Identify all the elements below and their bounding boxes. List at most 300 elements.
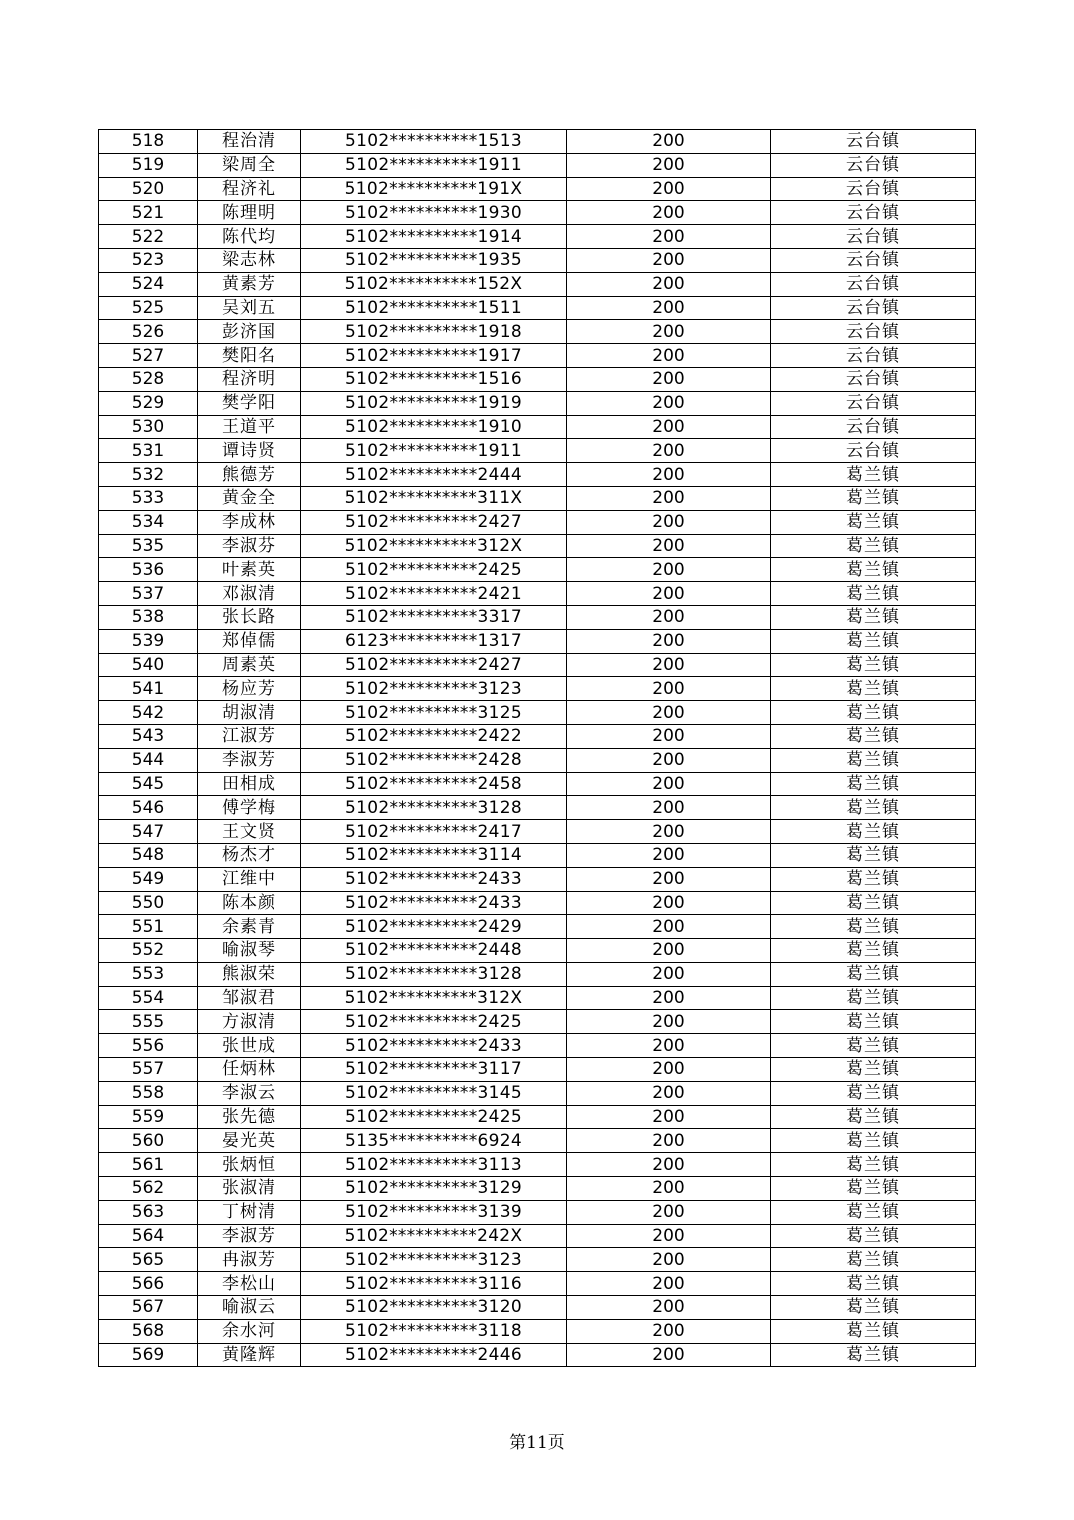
row-number-cell: 527 (99, 344, 198, 368)
town-cell: 葛兰镇 (771, 1200, 976, 1224)
amount-cell: 200 (567, 367, 771, 391)
town-cell: 云台镇 (771, 130, 976, 154)
person-name-cell: 吴刘五 (198, 296, 301, 320)
id-number-cell: 5102**********1910 (301, 415, 567, 439)
person-name-cell: 张先德 (198, 1105, 301, 1129)
id-number-cell: 5102**********2427 (301, 653, 567, 677)
person-name-cell: 邓淑清 (198, 582, 301, 606)
town-cell: 葛兰镇 (771, 820, 976, 844)
row-number-cell: 525 (99, 296, 198, 320)
row-number-cell: 562 (99, 1177, 198, 1201)
table-row (99, 939, 976, 963)
row-number-cell: 529 (99, 391, 198, 415)
person-name-cell: 张世成 (198, 1034, 301, 1058)
row-number-cell: 557 (99, 1058, 198, 1082)
person-name-cell: 李成林 (198, 510, 301, 534)
person-name-cell: 陈代均 (198, 225, 301, 249)
person-name-cell: 喻淑云 (198, 1296, 301, 1320)
id-number-cell: 5102**********3113 (301, 1153, 567, 1177)
row-number-cell: 568 (99, 1319, 198, 1343)
amount-cell: 200 (567, 1010, 771, 1034)
amount-cell: 200 (567, 986, 771, 1010)
amount-cell: 200 (567, 748, 771, 772)
table-row (99, 1224, 976, 1248)
amount-cell: 200 (567, 463, 771, 487)
id-number-cell: 5102**********2433 (301, 867, 567, 891)
town-cell: 葛兰镇 (771, 534, 976, 558)
amount-cell: 200 (567, 153, 771, 177)
person-name-cell: 李淑云 (198, 1081, 301, 1105)
town-cell: 葛兰镇 (771, 558, 976, 582)
amount-cell: 200 (567, 1272, 771, 1296)
person-name-cell: 王道平 (198, 415, 301, 439)
row-number-cell: 553 (99, 962, 198, 986)
id-number-cell: 5102**********2429 (301, 915, 567, 939)
amount-cell: 200 (567, 582, 771, 606)
person-name-cell: 陈理明 (198, 201, 301, 225)
table-row (99, 1129, 976, 1153)
town-cell: 葛兰镇 (771, 629, 976, 653)
person-name-cell: 熊德芳 (198, 463, 301, 487)
table-row (99, 867, 976, 891)
id-number-cell: 5102**********1911 (301, 153, 567, 177)
table-row (99, 225, 976, 249)
table-row (99, 1105, 976, 1129)
amount-cell: 200 (567, 1319, 771, 1343)
town-cell: 葛兰镇 (771, 772, 976, 796)
id-number-cell: 5102**********2425 (301, 558, 567, 582)
table-row (99, 1153, 976, 1177)
town-cell: 葛兰镇 (771, 1153, 976, 1177)
id-number-cell: 5102**********1917 (301, 344, 567, 368)
amount-cell: 200 (567, 391, 771, 415)
person-name-cell: 梁志林 (198, 248, 301, 272)
row-number-cell: 521 (99, 201, 198, 225)
row-number-cell: 560 (99, 1129, 198, 1153)
row-number-cell: 522 (99, 225, 198, 249)
person-name-cell: 张长路 (198, 605, 301, 629)
table-row (99, 605, 976, 629)
person-name-cell: 梁周全 (198, 153, 301, 177)
person-name-cell: 程济礼 (198, 177, 301, 201)
table-row (99, 1177, 976, 1201)
person-name-cell: 江淑芳 (198, 724, 301, 748)
row-number-cell: 538 (99, 605, 198, 629)
row-number-cell: 532 (99, 463, 198, 487)
table-row (99, 415, 976, 439)
row-number-cell: 556 (99, 1034, 198, 1058)
person-name-cell: 方淑清 (198, 1010, 301, 1034)
town-cell: 葛兰镇 (771, 867, 976, 891)
amount-cell: 200 (567, 653, 771, 677)
table-row (99, 796, 976, 820)
amount-cell: 200 (567, 1177, 771, 1201)
town-cell: 葛兰镇 (771, 724, 976, 748)
person-name-cell: 杨应芳 (198, 677, 301, 701)
town-cell: 葛兰镇 (771, 962, 976, 986)
town-cell: 云台镇 (771, 296, 976, 320)
person-name-cell: 喻淑琴 (198, 939, 301, 963)
id-number-cell: 5102**********2428 (301, 748, 567, 772)
id-number-cell: 5102**********3125 (301, 701, 567, 725)
id-number-cell: 5102**********3114 (301, 843, 567, 867)
row-number-cell: 528 (99, 367, 198, 391)
table-row (99, 962, 976, 986)
amount-cell: 200 (567, 344, 771, 368)
amount-cell: 200 (567, 248, 771, 272)
amount-cell: 200 (567, 891, 771, 915)
town-cell: 云台镇 (771, 415, 976, 439)
town-cell: 云台镇 (771, 391, 976, 415)
amount-cell: 200 (567, 629, 771, 653)
person-name-cell: 叶素英 (198, 558, 301, 582)
person-name-cell: 黄素芳 (198, 272, 301, 296)
table-row (99, 843, 976, 867)
row-number-cell: 546 (99, 796, 198, 820)
row-number-cell: 541 (99, 677, 198, 701)
row-number-cell: 533 (99, 486, 198, 510)
person-name-cell: 黄金全 (198, 486, 301, 510)
id-number-cell: 5102**********1911 (301, 439, 567, 463)
row-number-cell: 548 (99, 843, 198, 867)
person-name-cell: 张淑清 (198, 1177, 301, 1201)
person-name-cell: 任炳林 (198, 1058, 301, 1082)
id-number-cell: 5102**********3118 (301, 1319, 567, 1343)
id-number-cell: 5102**********1511 (301, 296, 567, 320)
person-name-cell: 彭济国 (198, 320, 301, 344)
amount-cell: 200 (567, 225, 771, 249)
table-row (99, 367, 976, 391)
row-number-cell: 524 (99, 272, 198, 296)
table-row (99, 201, 976, 225)
town-cell: 葛兰镇 (771, 1105, 976, 1129)
table-row (99, 1343, 976, 1367)
id-number-cell: 5102**********242X (301, 1224, 567, 1248)
row-number-cell: 558 (99, 1081, 198, 1105)
row-number-cell: 567 (99, 1296, 198, 1320)
town-cell: 葛兰镇 (771, 463, 976, 487)
row-number-cell: 561 (99, 1153, 198, 1177)
row-number-cell: 563 (99, 1200, 198, 1224)
amount-cell: 200 (567, 867, 771, 891)
row-number-cell: 555 (99, 1010, 198, 1034)
row-number-cell: 549 (99, 867, 198, 891)
person-name-cell: 邹淑君 (198, 986, 301, 1010)
amount-cell: 200 (567, 201, 771, 225)
town-cell: 云台镇 (771, 153, 976, 177)
amount-cell: 200 (567, 510, 771, 534)
id-number-cell: 5102**********2425 (301, 1105, 567, 1129)
id-number-cell: 5102**********2448 (301, 939, 567, 963)
id-number-cell: 5102**********3145 (301, 1081, 567, 1105)
row-number-cell: 564 (99, 1224, 198, 1248)
town-cell: 葛兰镇 (771, 653, 976, 677)
town-cell: 葛兰镇 (771, 1248, 976, 1272)
amount-cell: 200 (567, 820, 771, 844)
amount-cell: 200 (567, 1105, 771, 1129)
person-name-cell: 冉淑芳 (198, 1248, 301, 1272)
town-cell: 葛兰镇 (771, 939, 976, 963)
row-number-cell: 565 (99, 1248, 198, 1272)
town-cell: 葛兰镇 (771, 843, 976, 867)
amount-cell: 200 (567, 1081, 771, 1105)
id-number-cell: 5102**********311X (301, 486, 567, 510)
id-number-cell: 5102**********312X (301, 534, 567, 558)
town-cell: 葛兰镇 (771, 986, 976, 1010)
person-name-cell: 李淑芬 (198, 534, 301, 558)
town-cell: 葛兰镇 (771, 605, 976, 629)
town-cell: 葛兰镇 (771, 796, 976, 820)
person-name-cell: 王文贤 (198, 820, 301, 844)
id-number-cell: 5102**********1516 (301, 367, 567, 391)
row-number-cell: 520 (99, 177, 198, 201)
person-name-cell: 余水河 (198, 1319, 301, 1343)
amount-cell: 200 (567, 1153, 771, 1177)
table-row (99, 510, 976, 534)
town-cell: 葛兰镇 (771, 1296, 976, 1320)
amount-cell: 200 (567, 296, 771, 320)
amount-cell: 200 (567, 130, 771, 154)
town-cell: 葛兰镇 (771, 1010, 976, 1034)
table-row (99, 820, 976, 844)
row-number-cell: 523 (99, 248, 198, 272)
town-cell: 云台镇 (771, 177, 976, 201)
amount-cell: 200 (567, 486, 771, 510)
town-cell: 葛兰镇 (771, 1034, 976, 1058)
town-cell: 葛兰镇 (771, 1272, 976, 1296)
town-cell: 葛兰镇 (771, 1058, 976, 1082)
id-number-cell: 5102**********3123 (301, 677, 567, 701)
row-number-cell: 544 (99, 748, 198, 772)
row-number-cell: 566 (99, 1272, 198, 1296)
table-row (99, 891, 976, 915)
table-row (99, 534, 976, 558)
town-cell: 云台镇 (771, 225, 976, 249)
id-number-cell: 5102**********2444 (301, 463, 567, 487)
person-name-cell: 黄隆辉 (198, 1343, 301, 1367)
amount-cell: 200 (567, 677, 771, 701)
table-row (99, 653, 976, 677)
amount-cell: 200 (567, 796, 771, 820)
amount-cell: 200 (567, 915, 771, 939)
id-number-cell: 5102**********3129 (301, 1177, 567, 1201)
person-name-cell: 陈本颜 (198, 891, 301, 915)
person-name-cell: 樊阳名 (198, 344, 301, 368)
town-cell: 葛兰镇 (771, 1343, 976, 1367)
row-number-cell: 531 (99, 439, 198, 463)
row-number-cell: 547 (99, 820, 198, 844)
table-row (99, 486, 976, 510)
table-row (99, 1034, 976, 1058)
amount-cell: 200 (567, 415, 771, 439)
table-row (99, 724, 976, 748)
table-row (99, 130, 976, 154)
row-number-cell: 559 (99, 1105, 198, 1129)
id-number-cell: 5102**********3139 (301, 1200, 567, 1224)
id-number-cell: 5102**********3128 (301, 796, 567, 820)
town-cell: 云台镇 (771, 248, 976, 272)
table-row (99, 439, 976, 463)
town-cell: 云台镇 (771, 344, 976, 368)
id-number-cell: 5102**********1930 (301, 201, 567, 225)
amount-cell: 200 (567, 843, 771, 867)
town-cell: 葛兰镇 (771, 701, 976, 725)
amount-cell: 200 (567, 605, 771, 629)
table-row (99, 391, 976, 415)
person-name-cell: 周素英 (198, 653, 301, 677)
amount-cell: 200 (567, 534, 771, 558)
row-number-cell: 543 (99, 724, 198, 748)
table-row (99, 701, 976, 725)
amount-cell: 200 (567, 1058, 771, 1082)
amount-cell: 200 (567, 1224, 771, 1248)
table-row (99, 248, 976, 272)
table-row (99, 1010, 976, 1034)
table-row (99, 1296, 976, 1320)
row-number-cell: 534 (99, 510, 198, 534)
amount-cell: 200 (567, 939, 771, 963)
person-name-cell: 傅学梅 (198, 796, 301, 820)
amount-cell: 200 (567, 1296, 771, 1320)
id-number-cell: 5102**********3123 (301, 1248, 567, 1272)
row-number-cell: 550 (99, 891, 198, 915)
town-cell: 葛兰镇 (771, 677, 976, 701)
table-row (99, 1081, 976, 1105)
amount-cell: 200 (567, 558, 771, 582)
id-number-cell: 5102**********1935 (301, 248, 567, 272)
town-cell: 葛兰镇 (771, 748, 976, 772)
roster-table (98, 129, 976, 1367)
table-row (99, 296, 976, 320)
row-number-cell: 526 (99, 320, 198, 344)
row-number-cell: 518 (99, 130, 198, 154)
id-number-cell: 5102**********2417 (301, 820, 567, 844)
amount-cell: 200 (567, 177, 771, 201)
row-number-cell: 552 (99, 939, 198, 963)
table-row (99, 558, 976, 582)
row-number-cell: 519 (99, 153, 198, 177)
id-number-cell: 5102**********312X (301, 986, 567, 1010)
row-number-cell: 537 (99, 582, 198, 606)
table-row (99, 748, 976, 772)
id-number-cell: 5102**********2422 (301, 724, 567, 748)
table-row (99, 177, 976, 201)
row-number-cell: 569 (99, 1343, 198, 1367)
town-cell: 葛兰镇 (771, 486, 976, 510)
amount-cell: 200 (567, 701, 771, 725)
id-number-cell: 5102**********2425 (301, 1010, 567, 1034)
amount-cell: 200 (567, 1129, 771, 1153)
person-name-cell: 李淑芳 (198, 1224, 301, 1248)
table-row (99, 153, 976, 177)
row-number-cell: 554 (99, 986, 198, 1010)
town-cell: 葛兰镇 (771, 891, 976, 915)
amount-cell: 200 (567, 1200, 771, 1224)
amount-cell: 200 (567, 1248, 771, 1272)
table-row (99, 915, 976, 939)
id-number-cell: 5102**********152X (301, 272, 567, 296)
person-name-cell: 杨杰才 (198, 843, 301, 867)
id-number-cell: 5102**********3128 (301, 962, 567, 986)
person-name-cell: 江维中 (198, 867, 301, 891)
row-number-cell: 545 (99, 772, 198, 796)
person-name-cell: 李松山 (198, 1272, 301, 1296)
id-number-cell: 5102**********2421 (301, 582, 567, 606)
person-name-cell: 郑倬儒 (198, 629, 301, 653)
person-name-cell: 程济明 (198, 367, 301, 391)
person-name-cell: 谭诗贤 (198, 439, 301, 463)
table-row (99, 1058, 976, 1082)
town-cell: 云台镇 (771, 201, 976, 225)
row-number-cell: 540 (99, 653, 198, 677)
person-name-cell: 熊淑荣 (198, 962, 301, 986)
town-cell: 葛兰镇 (771, 1081, 976, 1105)
page-number: 第11页 (509, 1433, 565, 1453)
row-number-cell: 535 (99, 534, 198, 558)
amount-cell: 200 (567, 962, 771, 986)
person-name-cell: 胡淑清 (198, 701, 301, 725)
table-row (99, 1319, 976, 1343)
table-row (99, 1248, 976, 1272)
person-name-cell: 程治清 (198, 130, 301, 154)
table-row (99, 582, 976, 606)
amount-cell: 200 (567, 272, 771, 296)
amount-cell: 200 (567, 724, 771, 748)
id-number-cell: 5102**********3117 (301, 1058, 567, 1082)
person-name-cell: 余素青 (198, 915, 301, 939)
amount-cell: 200 (567, 772, 771, 796)
id-number-cell: 5102**********191X (301, 177, 567, 201)
table-row (99, 272, 976, 296)
amount-cell: 200 (567, 1034, 771, 1058)
amount-cell: 200 (567, 320, 771, 344)
town-cell: 葛兰镇 (771, 1319, 976, 1343)
id-number-cell: 5102**********2446 (301, 1343, 567, 1367)
person-name-cell: 李淑芳 (198, 748, 301, 772)
id-number-cell: 5102**********3120 (301, 1296, 567, 1320)
id-number-cell: 5102**********2433 (301, 891, 567, 915)
town-cell: 云台镇 (771, 367, 976, 391)
table-row (99, 463, 976, 487)
roster-table-body (99, 130, 976, 1367)
table-row (99, 629, 976, 653)
id-number-cell: 5102**********3116 (301, 1272, 567, 1296)
amount-cell: 200 (567, 1343, 771, 1367)
table-row (99, 772, 976, 796)
id-number-cell: 5102**********1914 (301, 225, 567, 249)
id-number-cell: 5102**********1919 (301, 391, 567, 415)
id-number-cell: 5102**********2427 (301, 510, 567, 534)
person-name-cell: 樊学阳 (198, 391, 301, 415)
table-row (99, 1272, 976, 1296)
table-row (99, 320, 976, 344)
town-cell: 葛兰镇 (771, 1177, 976, 1201)
row-number-cell: 542 (99, 701, 198, 725)
town-cell: 葛兰镇 (771, 915, 976, 939)
row-number-cell: 539 (99, 629, 198, 653)
id-number-cell: 5102**********1918 (301, 320, 567, 344)
town-cell: 葛兰镇 (771, 510, 976, 534)
id-number-cell: 6123**********1317 (301, 629, 567, 653)
row-number-cell: 530 (99, 415, 198, 439)
person-name-cell: 张炳恒 (198, 1153, 301, 1177)
town-cell: 葛兰镇 (771, 1129, 976, 1153)
person-name-cell: 晏光英 (198, 1129, 301, 1153)
id-number-cell: 5135**********6924 (301, 1129, 567, 1153)
table-row (99, 986, 976, 1010)
person-name-cell: 丁树清 (198, 1200, 301, 1224)
town-cell: 云台镇 (771, 272, 976, 296)
